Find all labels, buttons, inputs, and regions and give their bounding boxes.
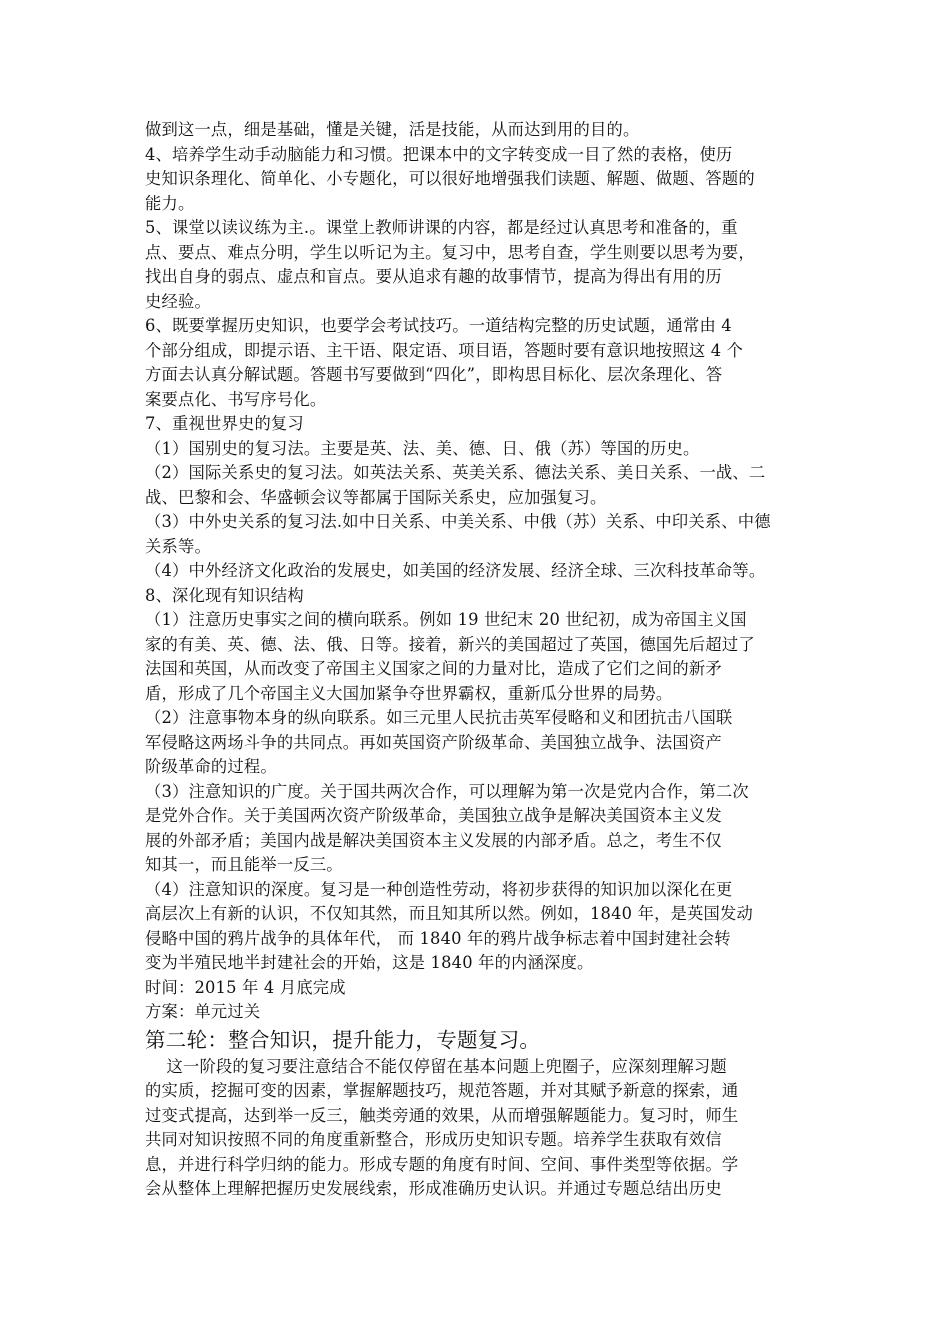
text-line: （4）注意知识的深度。复习是一种创造性劳动，将初步获得的知识加以深化在更	[145, 879, 733, 899]
text-line: 6、既要掌握历史知识，也要学会考试技巧。一道结构完整的历史试题，通常由 4	[145, 316, 732, 335]
text-line: 个部分组成，即提示语、主干语、限定语、项目语，答题时要有意识地按照这 4 个	[145, 340, 744, 360]
text-line: 是党外合作。关于美国两次资产阶级革命，美国独立战争是解决美国资本主义发	[145, 806, 722, 825]
text-line: 能力。	[145, 193, 195, 213]
text-line: （2）国际关系史的复习法。如英法关系、英美关系、德法关系、美日关系、一战、二	[145, 463, 766, 482]
text-line: 战、巴黎和会、华盛顿会议等都属于国际关系史，应加强复习。	[145, 487, 607, 507]
text-line: 史经验。	[145, 291, 211, 311]
section-title-8: 8、深化现有知识结构	[145, 585, 304, 605]
text-line: 案要点化、书写序号化。	[145, 389, 327, 409]
text-line: 会从整体上理解把握历史发展线索，形成准确历史认识。并通过专题总结出历史	[145, 1179, 722, 1198]
text-line: 法国和英国，从而改变了帝国主义国家之间的力量对比，造成了它们之间的新矛	[145, 659, 722, 678]
text-line: 变为半殖民地半封建社会的开始，这是 1840 年的内涵深度。	[145, 953, 594, 972]
text-line: （1）注意历史事实之间的横向联系。例如 19 世纪末 20 世纪初，成为帝国主义国	[145, 610, 747, 629]
text-line: 侵略中国的鸦片战争的具体年代， 而 1840 年的鸦片战争标志着中国封建社会转	[145, 928, 731, 948]
schedule-time-line: 时间：2015 年 4 月底完成	[145, 977, 346, 997]
text-line: 阶级革命的过程。	[145, 757, 277, 776]
text-line: 5、课堂以读议练为主.。课堂上教师讲课的内容，都是经过认真思考和准备的，重	[145, 218, 738, 237]
schedule-plan-line: 方案：单元过关	[145, 1002, 261, 1021]
text-line: 做到这一点，细是基础，懂是关键，活是技能，从而达到用的目的。	[145, 120, 640, 139]
document-page	[145, 118, 813, 1202]
body-text-block	[145, 118, 813, 1025]
text-line: 展的外部矛盾；美国内战是解决美国资本主义发展的内部矛盾。总之，考生不仅	[145, 830, 722, 850]
text-line: （4）中外经济文化政治的发展史，如美国的经济发展、经济全球、三次科技革命等。	[145, 561, 766, 580]
text-line: 高层次上有新的认识，不仅知其然，而且知其所以然。例如，1840 年，是英国发动	[145, 904, 753, 923]
text-line: 盾，形成了几个帝国主义大国加紧争夺世界霸权，重新瓜分世界的局势。	[145, 683, 673, 703]
text-line: 军侵略这两场斗争的共同点。再如英国资产阶级革命、美国独立战争、法国资产	[145, 732, 722, 752]
text-line: 方面去认真分解试题。答题书写要做到“四化”，即构思目标化、层次条理化、答	[145, 365, 723, 384]
text-line: 的实质，挖掘可变的因素，掌握解题技巧，规范答题，并对其赋予新意的探索，通	[145, 1081, 739, 1100]
round-two-body	[145, 1055, 813, 1202]
text-line: 点、要点、难点分明，学生以听记为主。复习中，思考自查，学生则要以思考为要，	[145, 242, 755, 262]
text-line: （3）中外史关系的复习法.如中日关系、中美关系、中俄（苏）关系、中印关系、中德	[145, 512, 771, 531]
text-line: （2）注意事物本身的纵向联系。如三元里人民抗击英军侵略和义和团抗击八国联	[145, 708, 733, 727]
text-line: 息，并进行科学归纳的能力。形成专题的角度有时间、空间、事件类型等依据。学	[145, 1154, 739, 1174]
text-line: 4、培养学生动手动脑能力和习惯。把课本中的文字转变成一目了然的表格，使历	[145, 144, 733, 164]
text-line: （1）国别史的复习法。主要是英、法、美、德、日、俄（苏）等国的历史。	[145, 438, 700, 458]
section-title-7: 7、重视世界史的复习	[145, 414, 304, 433]
round-two-heading: 第二轮：整合知识，提升能力，专题复习。	[145, 1027, 541, 1052]
text-line: 家的有美、英、德、法、俄、日等。接着，新兴的美国超过了英国，德国先后超过了	[145, 634, 755, 654]
text-line: 找出自身的弱点、虚点和盲点。要从追求有趣的故事情节，提高为得出有用的历	[145, 267, 722, 286]
text-line: 知其一，而且能举一反三。	[145, 855, 343, 874]
text-line: 关系等。	[145, 536, 211, 556]
text-line: 过变式提高，达到举一反三，触类旁通的效果，从而增强解题能力。复习时，师生	[145, 1105, 739, 1125]
text-line: （3）注意知识的广度。关于国共两次合作，可以理解为第一次是党内合作，第二次	[145, 781, 749, 801]
text-line: 共同对知识按照不同的角度重新整合，形成历史知识专题。培养学生获取有效信	[145, 1130, 722, 1149]
text-line: 史知识条理化、简单化、小专题化，可以很好地增强我们读题、解题、做题、答题的	[145, 169, 755, 188]
text-line: 这一阶段的复习要注意结合不能仅停留在基本问题上兜圈子，应深刻理解习题	[145, 1056, 727, 1076]
